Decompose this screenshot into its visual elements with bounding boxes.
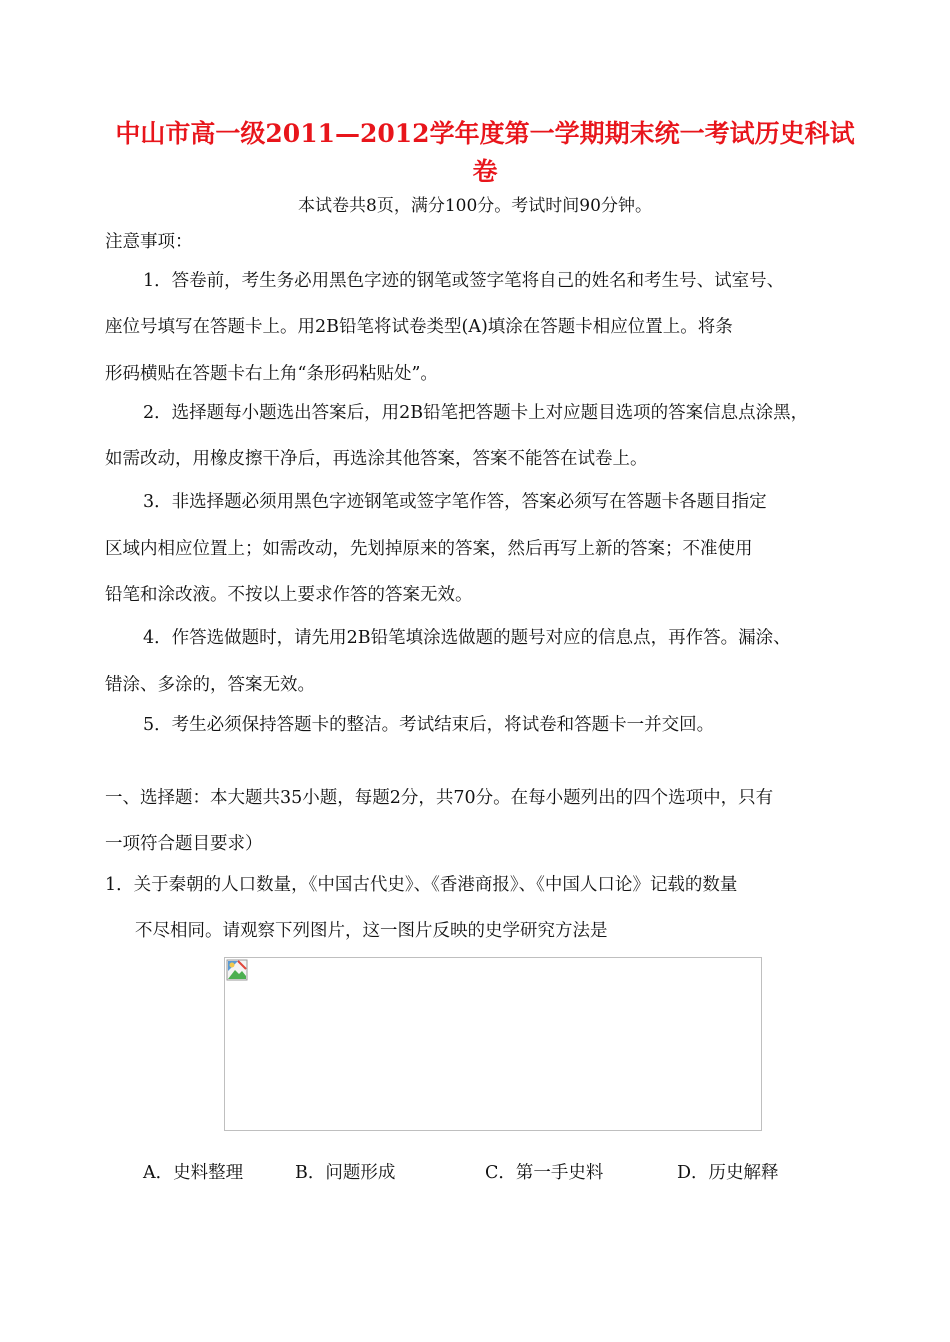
note-line: 3．非选择题必须用黑色字迹钢笔或签字笔作答，答案必须写在答题卡各题目指定 <box>143 492 767 512</box>
note-line: 区域内相应位置上；如需改动，先划掉原来的答案，然后再写上新的答案；不准使用 <box>105 539 753 559</box>
question-1-stem-continued: 不尽相同。请观察下列图片，这一图片反映的史学研究方法是 <box>135 921 608 941</box>
question-1-stem: 1．关于秦朝的人口数量，《中国古代史》、《香港商报》、《中国人口论》记载的数量 <box>105 875 738 895</box>
broken-image-icon <box>226 959 248 981</box>
note-line: 2．选择题每小题选出答案后，用2B铅笔把答题卡上对应题目选项的答案信息点涂黑， <box>143 403 809 423</box>
note-line: 座位号填写在答题卡上。用2B铅笔将试卷类型(A)填涂在答题卡相应位置上。将条 <box>105 317 733 337</box>
note-line: 4．作答选做题时，请先用2B铅笔填涂选做题的题号对应的信息点，再作答。漏涂、 <box>143 628 791 648</box>
note-line: 1．答卷前，考生务必用黑色字迹的钢笔或签字笔将自己的姓名和考生号、试室号、 <box>143 271 785 291</box>
exam-title-line-2: 卷 <box>472 157 498 186</box>
section-heading-line: 一、选择题：本大题共35小题，每题2分，共70分。在每小题列出的四个选项中，只有 <box>105 788 774 808</box>
exam-title-line-1: 中山市高一级2011—2012学年度第一学期期末统一考试历史科试 <box>115 119 855 148</box>
note-line: 形码横贴在答题卡右上角“条形码粘贴处”。 <box>105 364 438 384</box>
note-line: 如需改动，用橡皮擦干净后，再选涂其他答案，答案不能答在试卷上。 <box>105 449 648 469</box>
option-b: B．问题形成 <box>295 1163 396 1183</box>
section-heading-line: 一项符合题目要求） <box>105 834 263 854</box>
option-a: A．史料整理 <box>143 1163 244 1183</box>
note-line: 铅笔和涂改液。不按以上要求作答的答案无效。 <box>105 585 473 605</box>
question-1-image-placeholder <box>224 957 762 1131</box>
note-line: 5．考生必须保持答题卡的整洁。考试结束后，将试卷和答题卡一并交回。 <box>143 715 715 735</box>
option-c: C．第一手史料 <box>485 1163 604 1183</box>
option-d: D．历史解释 <box>677 1163 779 1183</box>
notes-heading: 注意事项： <box>105 232 193 252</box>
note-line: 错涂、多涂的，答案无效。 <box>105 675 315 695</box>
exam-subtitle: 本试卷共8页，满分100分。考试时间90分钟。 <box>298 196 652 216</box>
